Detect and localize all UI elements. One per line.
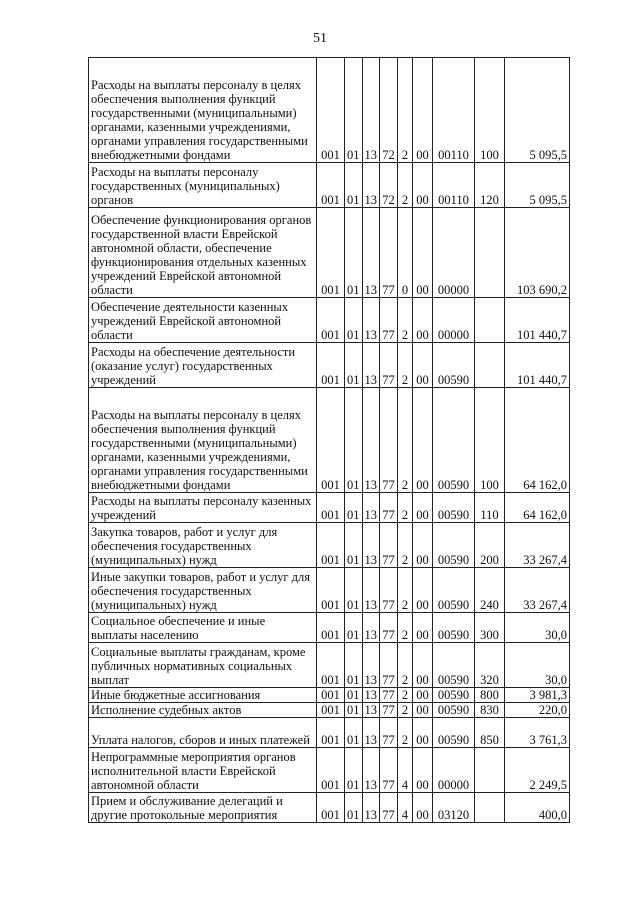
direction-code: 2	[398, 703, 413, 718]
subsection-code: 13	[362, 493, 380, 523]
expense-type-code	[475, 343, 505, 388]
row-description: Обеспечение функционирования органов государственной власти Еврейской автономной области, обеспечение функционирования отдельных казенных учреждений Еврейской автономной области	[89, 208, 317, 298]
subsection-code: 13	[362, 208, 380, 298]
section-code: 01	[345, 568, 363, 613]
admin-code: 001	[317, 703, 345, 718]
group-code: 00	[413, 613, 433, 643]
expense-code: 00590	[433, 493, 475, 523]
section-code: 01	[345, 493, 363, 523]
row-description: Расходы на выплаты персоналу в целях обеспечения выполнения функций государственными (муниципальными) органами, казенными учреждениями, органами управления государственными внебюджетными фондами	[89, 388, 317, 493]
admin-code: 001	[317, 163, 345, 208]
program-code: 77	[380, 643, 398, 688]
expense-code: 00590	[433, 613, 475, 643]
admin-code: 001	[317, 793, 345, 823]
table-row	[89, 208, 570, 298]
program-code: 77	[380, 613, 398, 643]
amount: 64 162,0	[505, 388, 570, 493]
expense-type-code: 800	[475, 688, 505, 703]
program-code: 77	[380, 493, 398, 523]
row-description: Социальное обеспечение и иные выплаты населению	[89, 613, 317, 643]
direction-code: 4	[398, 748, 413, 793]
group-code: 00	[413, 58, 433, 163]
amount: 3 761,3	[505, 718, 570, 748]
expense-type-code: 320	[475, 643, 505, 688]
expense-code: 00590	[433, 718, 475, 748]
direction-code: 2	[398, 58, 413, 163]
program-code: 72	[380, 58, 398, 163]
direction-code: 2	[398, 688, 413, 703]
row-description: Расходы на выплаты персоналу в целях обеспечения выполнения функций государственными (муниципальными) органами, казенными учреждениями, органами управления государственными внебюджетными фондами	[89, 58, 317, 163]
program-code: 77	[380, 298, 398, 343]
section-code: 01	[345, 163, 363, 208]
admin-code: 001	[317, 493, 345, 523]
program-code: 77	[380, 718, 398, 748]
direction-code: 2	[398, 643, 413, 688]
expense-code: 00590	[433, 388, 475, 493]
row-description: Иные бюджетные ассигнования	[89, 688, 317, 703]
table-row	[89, 613, 570, 643]
direction-code: 2	[398, 568, 413, 613]
subsection-code: 13	[362, 568, 380, 613]
table-row	[89, 568, 570, 613]
expense-type-code: 300	[475, 613, 505, 643]
subsection-code: 13	[362, 388, 380, 493]
program-code: 72	[380, 163, 398, 208]
expense-type-code: 200	[475, 523, 505, 568]
budget-table	[88, 57, 570, 823]
section-code: 01	[345, 793, 363, 823]
admin-code: 001	[317, 298, 345, 343]
expense-code: 00590	[433, 703, 475, 718]
expense-type-code	[475, 298, 505, 343]
row-description: Иные закупки товаров, работ и услуг для обеспечения государственных (муниципальных) нужд	[89, 568, 317, 613]
row-description: Исполнение судебных актов	[89, 703, 317, 718]
section-code: 01	[345, 643, 363, 688]
expense-type-code: 120	[475, 163, 505, 208]
table-row	[89, 793, 570, 823]
program-code: 77	[380, 343, 398, 388]
group-code: 00	[413, 523, 433, 568]
group-code: 00	[413, 298, 433, 343]
expense-code: 00000	[433, 208, 475, 298]
subsection-code: 13	[362, 58, 380, 163]
direction-code: 2	[398, 298, 413, 343]
expense-type-code: 240	[475, 568, 505, 613]
row-description: Непрограммные мероприятия органов исполнительной власти Еврейской автономной области	[89, 748, 317, 793]
section-code: 01	[345, 703, 363, 718]
expense-code: 00590	[433, 568, 475, 613]
group-code: 00	[413, 568, 433, 613]
expense-code: 03120	[433, 793, 475, 823]
group-code: 00	[413, 718, 433, 748]
expense-type-code: 110	[475, 493, 505, 523]
amount: 30,0	[505, 613, 570, 643]
group-code: 00	[413, 643, 433, 688]
subsection-code: 13	[362, 643, 380, 688]
amount: 33 267,4	[505, 523, 570, 568]
subsection-code: 13	[362, 748, 380, 793]
amount: 3 981,3	[505, 688, 570, 703]
expense-code: 00590	[433, 643, 475, 688]
group-code: 00	[413, 493, 433, 523]
table-row	[89, 493, 570, 523]
group-code: 00	[413, 688, 433, 703]
expense-type-code	[475, 793, 505, 823]
program-code: 77	[380, 793, 398, 823]
admin-code: 001	[317, 718, 345, 748]
amount: 220,0	[505, 703, 570, 718]
table-row	[89, 58, 570, 163]
amount: 30,0	[505, 643, 570, 688]
expense-code: 00000	[433, 298, 475, 343]
group-code: 00	[413, 388, 433, 493]
amount: 33 267,4	[505, 568, 570, 613]
table-row	[89, 748, 570, 793]
group-code: 00	[413, 208, 433, 298]
section-code: 01	[345, 343, 363, 388]
subsection-code: 13	[362, 793, 380, 823]
row-description: Прием и обслуживание делегаций и другие протокольные мероприятия	[89, 793, 317, 823]
direction-code: 2	[398, 343, 413, 388]
table-row	[89, 688, 570, 703]
section-code: 01	[345, 688, 363, 703]
expense-code: 00590	[433, 523, 475, 568]
expense-code: 00110	[433, 58, 475, 163]
group-code: 00	[413, 748, 433, 793]
subsection-code: 13	[362, 688, 380, 703]
direction-code: 2	[398, 388, 413, 493]
expense-code: 00000	[433, 748, 475, 793]
expense-code: 00110	[433, 163, 475, 208]
table-row	[89, 643, 570, 688]
expense-type-code: 850	[475, 718, 505, 748]
direction-code: 2	[398, 493, 413, 523]
amount: 400,0	[505, 793, 570, 823]
amount: 64 162,0	[505, 493, 570, 523]
section-code: 01	[345, 298, 363, 343]
expense-type-code: 100	[475, 58, 505, 163]
group-code: 00	[413, 793, 433, 823]
expense-code: 00590	[433, 688, 475, 703]
direction-code: 0	[398, 208, 413, 298]
table-row	[89, 703, 570, 718]
admin-code: 001	[317, 688, 345, 703]
row-description: Расходы на выплаты персоналу казенных учреждений	[89, 493, 317, 523]
subsection-code: 13	[362, 523, 380, 568]
group-code: 00	[413, 703, 433, 718]
admin-code: 001	[317, 643, 345, 688]
table-row	[89, 388, 570, 493]
direction-code: 2	[398, 613, 413, 643]
expense-code: 00590	[433, 343, 475, 388]
section-code: 01	[345, 388, 363, 493]
subsection-code: 13	[362, 718, 380, 748]
admin-code: 001	[317, 613, 345, 643]
amount: 2 249,5	[505, 748, 570, 793]
section-code: 01	[345, 613, 363, 643]
section-code: 01	[345, 748, 363, 793]
subsection-code: 13	[362, 703, 380, 718]
row-description: Социальные выплаты гражданам, кроме публичных нормативных социальных выплат	[89, 643, 317, 688]
row-description: Расходы на обеспечение деятельности (оказание услуг) государственных учреждений	[89, 343, 317, 388]
direction-code: 2	[398, 523, 413, 568]
admin-code: 001	[317, 208, 345, 298]
section-code: 01	[345, 718, 363, 748]
table-body	[89, 58, 570, 823]
table-row	[89, 298, 570, 343]
group-code: 00	[413, 343, 433, 388]
amount: 5 095,5	[505, 163, 570, 208]
admin-code: 001	[317, 568, 345, 613]
row-description: Расходы на выплаты персоналу государственных (муниципальных) органов	[89, 163, 317, 208]
row-description: Закупка товаров, работ и услуг для обеспечения государственных (муниципальных) нужд	[89, 523, 317, 568]
group-code: 00	[413, 163, 433, 208]
table-row	[89, 718, 570, 748]
section-code: 01	[345, 523, 363, 568]
admin-code: 001	[317, 523, 345, 568]
admin-code: 001	[317, 58, 345, 163]
program-code: 77	[380, 388, 398, 493]
table-row	[89, 163, 570, 208]
amount: 5 095,5	[505, 58, 570, 163]
admin-code: 001	[317, 748, 345, 793]
expense-type-code	[475, 208, 505, 298]
row-description: Уплата налогов, сборов и иных платежей	[89, 718, 317, 748]
direction-code: 2	[398, 718, 413, 748]
subsection-code: 13	[362, 343, 380, 388]
amount: 103 690,2	[505, 208, 570, 298]
subsection-code: 13	[362, 613, 380, 643]
expense-type-code: 100	[475, 388, 505, 493]
table-row	[89, 523, 570, 568]
subsection-code: 13	[362, 163, 380, 208]
program-code: 77	[380, 208, 398, 298]
amount: 101 440,7	[505, 343, 570, 388]
table-row	[89, 343, 570, 388]
expense-type-code	[475, 748, 505, 793]
admin-code: 001	[317, 343, 345, 388]
page-number: 51	[313, 31, 327, 46]
direction-code: 4	[398, 793, 413, 823]
expense-type-code: 830	[475, 703, 505, 718]
row-description: Обеспечение деятельности казенных учреждений Еврейской автономной области	[89, 298, 317, 343]
program-code: 77	[380, 688, 398, 703]
program-code: 77	[380, 568, 398, 613]
direction-code: 2	[398, 163, 413, 208]
program-code: 77	[380, 523, 398, 568]
amount: 101 440,7	[505, 298, 570, 343]
section-code: 01	[345, 208, 363, 298]
admin-code: 001	[317, 388, 345, 493]
program-code: 77	[380, 748, 398, 793]
section-code: 01	[345, 58, 363, 163]
program-code: 77	[380, 703, 398, 718]
subsection-code: 13	[362, 298, 380, 343]
